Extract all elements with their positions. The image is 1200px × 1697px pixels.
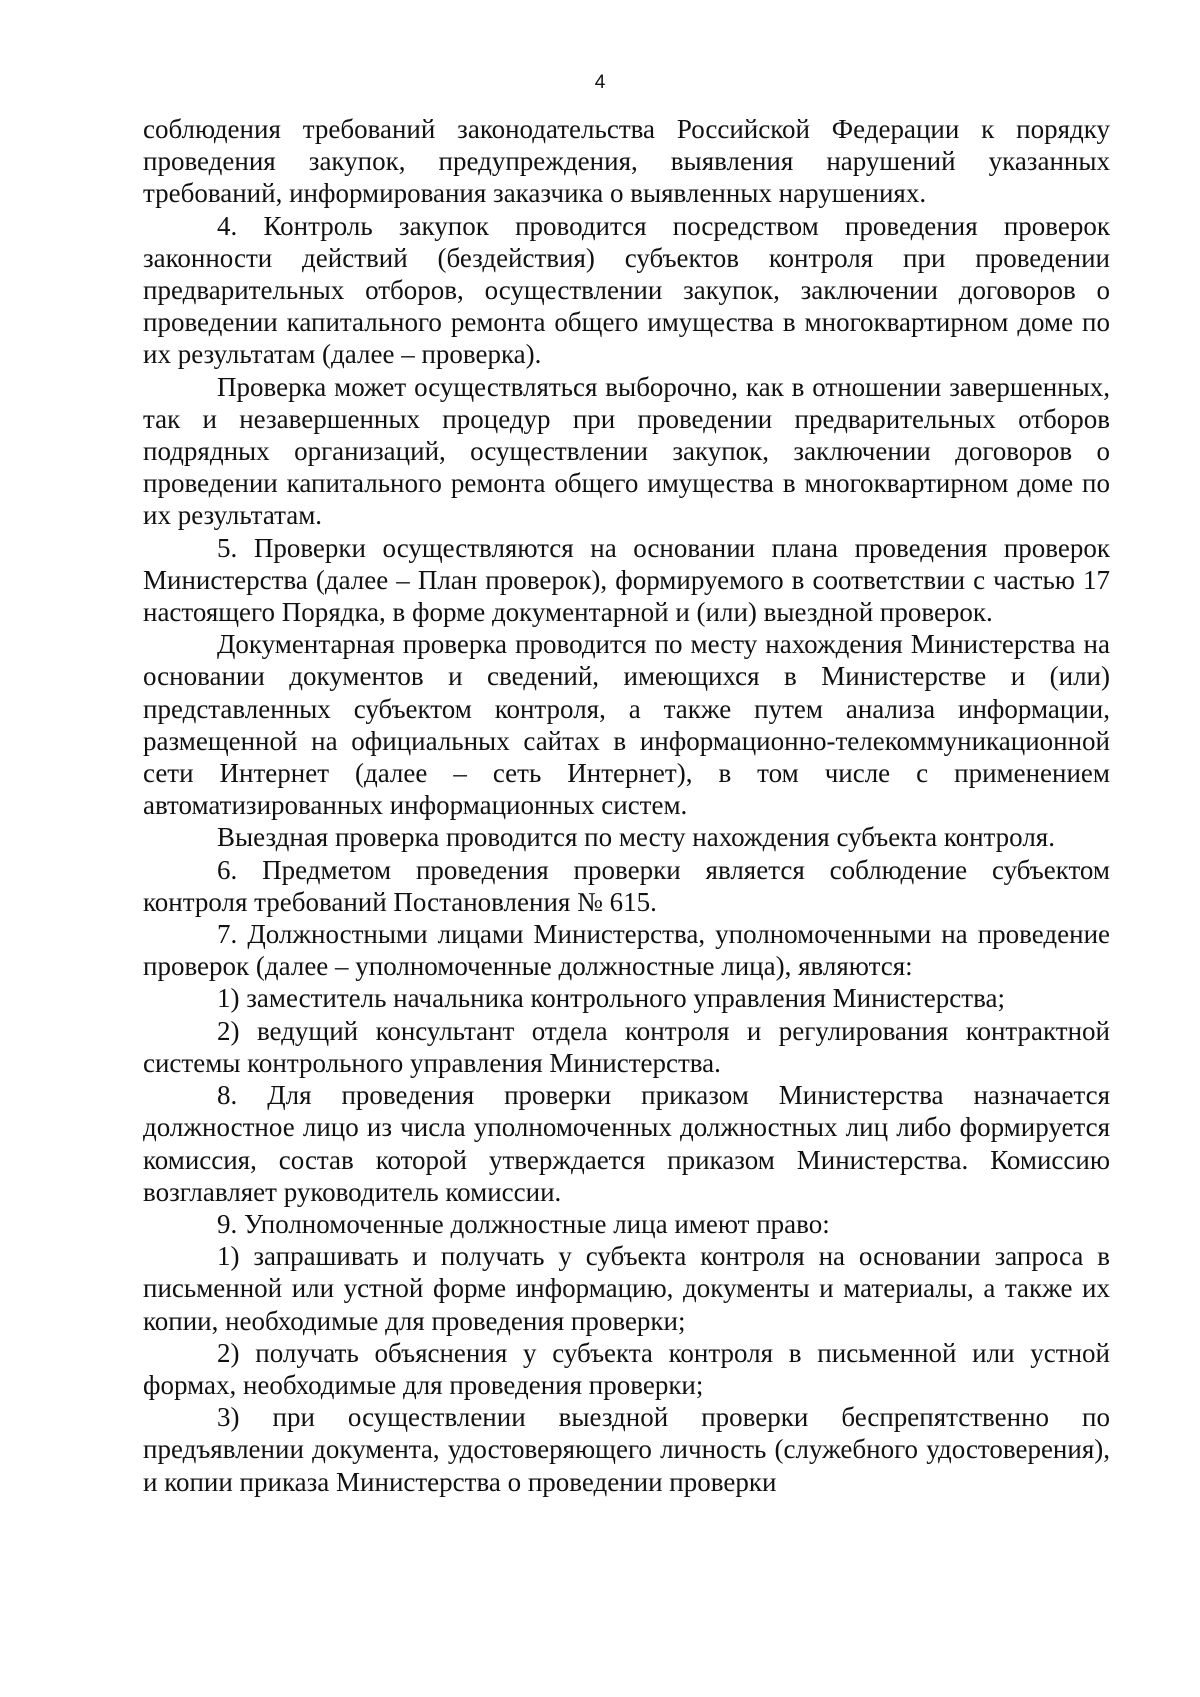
document-body	[143, 113, 1110, 1498]
paragraph-item-7: 7. Должностными лицами Министерства, уполномоченными на проведение проверок (далее – уполномоченные должностные лица), являются:	[143, 919, 1110, 982]
paragraph-item-4: 4. Контроль закупок проводится посредством проведения проверок законности действий (бездействия) субъектов контроля при проведении предварительных отборов, осуществлении закупок, заключении договоров о проведении капитального ремонта общего имущества в многоквартирном доме по их результатам (далее – проверка).	[143, 210, 1110, 370]
paragraph-continuation: соблюдения требований законодательства Российской Федерации к порядку проведения закупок, предупреждения, выявления нарушений указанных требований, информирования заказчика о выявленных нарушениях.	[143, 114, 1110, 209]
list-item-9-1: 1) запрашивать и получать у субъекта контроля на основании запроса в письменной или устной форме информацию, документы и материалы, а также их копии, необходимые для проведения проверки;	[143, 1241, 1110, 1336]
paragraph-documentary-check: Документарная проверка проводится по месту нахождения Министерства на основании документов и сведений, имеющихся в Министерстве и (или) представленных субъектом контроля, а также путем анализа информации, размещенной на официальных сайтах в информационно-телекоммуникационной сети Интернет (далее – сеть Интернет), в том числе с применением автоматизированных информационных систем.	[143, 629, 1110, 821]
paragraph-item-6: 6. Предметом проведения проверки является соблюдение субъектом контроля требований Постановления № 615.	[143, 854, 1110, 917]
list-item-7-1: 1) заместитель начальника контрольного управления Министерства;	[217, 983, 1005, 1014]
paragraph-field-check: Выездная проверка проводится по месту нахождения субъекта контроля.	[217, 822, 1055, 853]
list-item-7-2: 2) ведущий консультант отдела контроля и регулирования контрактной системы контрольного управления Министерства.	[143, 1015, 1110, 1078]
paragraph-item-8: 8. Для проведения проверки приказом Министерства назначается должностное лицо из числа уполномоченных должностных лиц либо формируется комиссия, состав которой утверждается приказом Министерства. Комиссию возглавляет руководитель комиссии.	[143, 1080, 1110, 1207]
paragraph-item-9: 9. Уполномоченные должностные лица имеют право:	[217, 1208, 830, 1239]
list-item-9-3: 3) при осуществлении выездной проверки беспрепятственно по предъявлении документа, удостоверяющего личность (служебного удостоверения), и копии приказа Министерства о проведении проверки	[143, 1402, 1110, 1497]
paragraph-selective-check: Проверка может осуществляться выборочно, как в отношении завершенных, так и незавершенных процедур при проведении предварительных отборов подрядных организаций, осуществлении закупок, заключении договоров о проведении капитального ремонта общего имущества в многоквартирном доме по их результатам.	[143, 371, 1110, 531]
paragraph-item-5: 5. Проверки осуществляются на основании плана проведения проверок Министерства (далее – План проверок), формируемого в соответствии с частью 17 настоящего Порядка, в форме документарной и (или) выездной проверок.	[143, 532, 1110, 628]
list-item-9-2: 2) получать объяснения у субъекта контроля в письменной или устной формах, необходимые для проведения проверки;	[143, 1337, 1110, 1400]
page-number: 4	[594, 72, 606, 93]
